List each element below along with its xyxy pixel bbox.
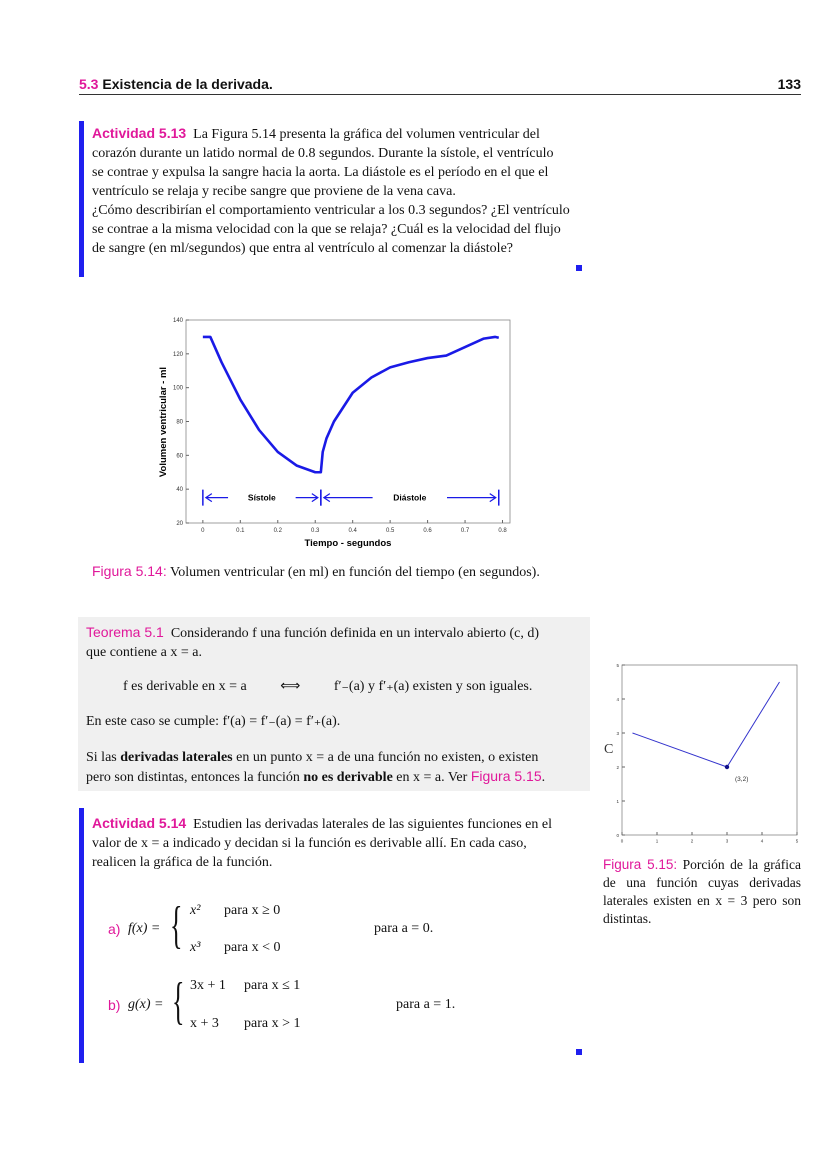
ventricular-volume-chart [140, 310, 520, 555]
x-tick-label: 1 [655, 838, 659, 844]
figure-5-15-link[interactable]: Figura 5.15 [470, 768, 542, 784]
text: . [541, 770, 546, 785]
theorem-label: Teorema 5.1 [86, 624, 164, 640]
x-tick-label: 0.7 [460, 528, 470, 534]
text-line: realicen la gráfica de la función. [92, 855, 273, 870]
section-title: Existencia de la derivada. [102, 76, 273, 92]
brace: { [172, 973, 185, 1030]
y-tick-label: 1 [616, 799, 619, 804]
x-tick-label: 0 [620, 838, 624, 844]
y-tick-label: 0 [616, 833, 619, 838]
case-condition: para x ≥ 0 [224, 903, 281, 918]
point-label: (3,2) [735, 776, 749, 783]
caption-text: Volumen ventricular (en ml) en función del tiempo (en segundos). [169, 565, 540, 580]
function-name: f(x) = [128, 921, 161, 936]
x-axis-label: Tiempo - segundos [304, 538, 392, 549]
brace: { [170, 897, 183, 954]
case-expression: x² [190, 903, 201, 918]
text-line: que contiene a x = a. [86, 645, 202, 660]
activity-label: Actividad 5.14 [92, 815, 187, 831]
theorem-case: En este caso se cumple: f′(a) = f′₋(a) = f′₊(a). [86, 714, 341, 729]
y-tick-label: 20 [176, 521, 183, 527]
text-line: corazón durante un latido normal de 0.8 segundos. Durante la sístole, el ventrículo [92, 146, 554, 161]
actividad-5-13 [92, 124, 587, 258]
page-number: 133 [777, 76, 801, 92]
theorem-statement [123, 678, 532, 695]
case-condition: para x > 1 [244, 1016, 301, 1031]
text-line: se contrae y expulsa la sangre hacia la aorta. La diástole es el período en el que el [92, 165, 549, 180]
text-line: ¿Cómo describirían el comportamiento ventricular a los 0.3 segundos? ¿El ventrículo [92, 203, 570, 218]
point-marker [725, 765, 729, 769]
phase-label: Sístole [247, 492, 276, 503]
theorem-box [78, 617, 590, 791]
evaluation-point: para a = 0. [374, 921, 434, 936]
case-expression: x³ [190, 940, 201, 955]
text: en x = a. Ver [392, 770, 471, 785]
plot-frame [186, 320, 510, 523]
exercise-a [108, 892, 508, 962]
y-tick-label: 120 [172, 351, 183, 358]
case-expression: x + 3 [190, 1016, 219, 1031]
case-expression: 3x + 1 [190, 978, 226, 993]
function-name: g(x) = [128, 997, 164, 1012]
text: pero son distintas, entonces la función [86, 770, 304, 785]
caption-text: Porción de la gráfica de una función cuyas derivadas laterales existen en x = 3 pero son distintas. [603, 857, 802, 926]
statement-left: f es derivable en x = a [123, 679, 247, 694]
y-tick-label: 4 [616, 697, 619, 702]
text-line: Estudien las derivadas laterales de las siguientes funciones en el [193, 817, 552, 832]
evaluation-point: para a = 1. [396, 997, 456, 1012]
text-line: valor de x = a indicado y decidan si la función es derivable allí. En cada caso, [92, 836, 527, 851]
x-tick-label: 4 [760, 838, 764, 844]
y-tick-label: 80 [176, 419, 183, 426]
figure-5-15-caption [603, 856, 801, 928]
figure-5-14-caption [92, 563, 540, 581]
y-tick-label: 60 [176, 453, 183, 460]
piecewise-function-chart [598, 660, 808, 850]
item-label: a) [108, 921, 121, 937]
item-label: b) [108, 997, 121, 1013]
y-tick-label: 140 [172, 318, 183, 324]
text-line: de sangre (en ml/segundos) que entra al ventrículo al comenzar la diástole? [92, 241, 513, 256]
y-tick-label: 40 [176, 487, 183, 494]
x-tick-label: 5 [795, 838, 799, 844]
x-tick-label: 0.3 [311, 528, 320, 534]
case-condition: para x ≤ 1 [244, 978, 301, 993]
x-tick-label: 0 [201, 528, 205, 534]
plot-frame [622, 665, 797, 835]
statement-right: f′₋(a) y f′₊(a) existen y son iguales. [333, 679, 533, 694]
case-condition: para x < 0 [224, 940, 281, 955]
text-line: La Figura 5.14 presenta la gráfica del volumen ventricular del [193, 127, 540, 142]
section-number: 5.3 [79, 76, 99, 92]
figure-label: Figura 5.14: [92, 563, 167, 579]
actividad-5-14 [92, 814, 587, 872]
text: Si las [86, 750, 121, 765]
curve-label: C [604, 742, 614, 757]
x-tick-label: 0.2 [273, 528, 282, 534]
x-tick-label: 0.6 [423, 528, 432, 534]
x-tick-label: 2 [690, 838, 694, 844]
y-tick-label: 100 [172, 385, 183, 392]
y-tick-label: 5 [616, 663, 619, 668]
x-tick-label: 3 [725, 838, 729, 844]
text: en un punto x = a de una función no existen, o existen [232, 750, 539, 765]
activity-label: Actividad 5.13 [92, 125, 187, 141]
exercise-b [108, 968, 508, 1038]
end-of-activity-mark [576, 265, 582, 271]
x-tick-label: 0.4 [348, 528, 357, 534]
x-tick-label: 0.5 [385, 528, 395, 534]
end-of-activity-mark [576, 1049, 582, 1055]
activity-bar [79, 121, 84, 277]
page-header [79, 76, 801, 95]
y-tick-label: 2 [616, 765, 619, 770]
bold-text: derivadas laterales [120, 750, 233, 765]
text-line: Considerando f una función definida en un intervalo abierto (c, d) [170, 626, 539, 641]
y-tick-label: 3 [616, 731, 619, 736]
text-line: ventrículo se relaja y recibe sangre que proviene de la vena cava. [92, 184, 456, 199]
x-tick-label: 0.1 [236, 528, 245, 534]
x-tick-label: 0.8 [498, 528, 507, 534]
bold-text: no es derivable [303, 770, 393, 785]
activity-bar [79, 808, 84, 1063]
phase-label: Diástole [393, 492, 427, 503]
y-axis-label: Volumen ventricular - ml [158, 366, 169, 478]
figure-label: Figura 5.15: [603, 857, 678, 872]
iff-symbol: ⟺ [280, 679, 301, 694]
text-line: se contrae a la misma velocidad con la que se relaja? ¿Cuál es la velocidad del flujo [92, 222, 561, 237]
